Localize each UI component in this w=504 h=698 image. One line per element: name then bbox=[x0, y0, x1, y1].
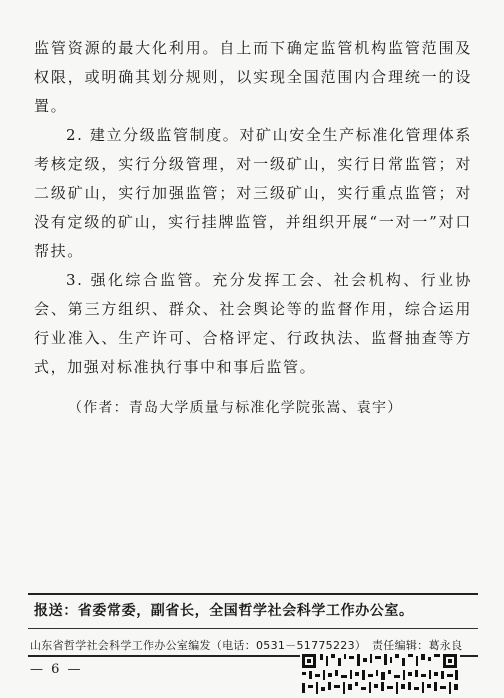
report-recipients: 省委常委，副省长，全国哲学社会科学工作办公室。 bbox=[77, 603, 414, 619]
author-note: （作者：青岛大学质量与标准化学院张嵩、袁宇） bbox=[68, 400, 403, 416]
paragraph-3: 3. 强化综合监管。充分发挥工会、社会机构、行业协会、第三方组织、群众、社会舆论等的监督作用，综合运用行业准入、生产许可、合格评定、行政执法、监督抽查等方式，加强对标准执行事中和事后监管。 bbox=[34, 271, 472, 376]
editor-line: 山东省哲学社会科学工作办公室编发（电话：0531－51775223） 责任编辑：葛永良 bbox=[30, 639, 463, 652]
paragraph-2: 2. 建立分级监管制度。对矿山安全生产标准化管理体系考核定级，实行分级管理，对一级矿山，实行日常监管；对二级矿山，实行加强监管；对三级矿山，实行重点监管；对没有定级的矿山，实行挂牌监管，并组织开展“一对一”对口帮扶。 bbox=[34, 126, 472, 260]
body-text bbox=[34, 34, 472, 382]
middle-rule bbox=[28, 628, 478, 629]
page-number: — 6 — bbox=[30, 662, 83, 677]
top-rule bbox=[28, 593, 478, 595]
barcode-icon bbox=[300, 652, 460, 696]
report-line bbox=[34, 600, 474, 620]
paragraph-1: 监管资源的最大化利用。自上而下确定监管机构监管范围及权限，或明确其划分规则，以实现全国范围内合理统一的设置。 bbox=[34, 39, 472, 115]
report-label: 报送： bbox=[34, 603, 78, 619]
